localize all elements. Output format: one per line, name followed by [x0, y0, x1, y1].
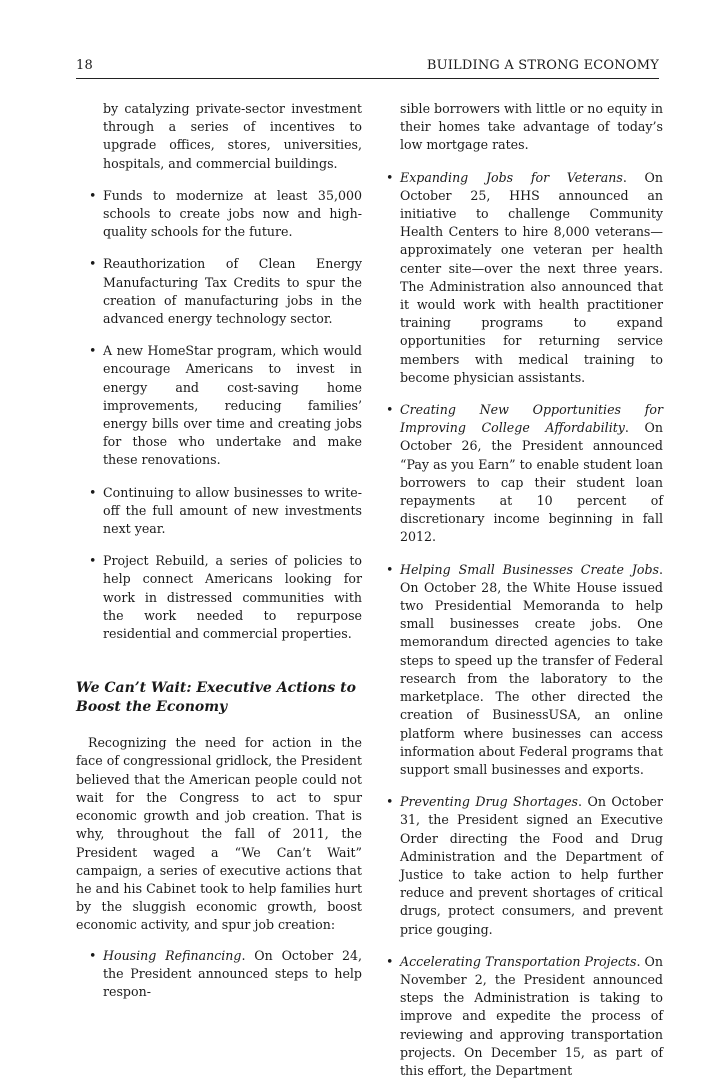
item-text: . On October 24, the President announced steps to help respon- [103, 947, 362, 999]
list-item: • Continuing to allow businesses to write-off the full amount of new investments next year. [89, 484, 362, 537]
list-item: • Funds to modernize at least 35,000 schools to create jobs now and high-quality schools for the future. [89, 187, 362, 240]
page-number: 18 [76, 58, 93, 73]
list-item [377, 793, 663, 939]
bullet-icon: • [386, 794, 394, 810]
left-column [76, 100, 362, 1001]
bullet-icon: • [89, 343, 97, 359]
list-item [377, 169, 663, 387]
investment-bullets [76, 187, 362, 643]
item-text: . On October 26, the President announced “Pay as you Earn” to enable student loan borrowers to cap their student loan repayments at 10 percent of discretionary income beginning in fall 2012. [400, 420, 663, 545]
item-text: . On November 2, the President announced steps the Administration is taking to improve and expedite the process of reviewing and approving transportation projects. On December 15, as part of this effort, the Department [400, 953, 663, 1078]
bullet-icon: • [386, 402, 394, 418]
bullet-icon: • [89, 947, 97, 963]
right-column [377, 100, 663, 1080]
list-item [76, 947, 362, 1002]
section-paragraph: Recognizing the need for action in the face of congressional gridlock, the President believed that the American people could not wait for the Congress to act to spur economic growth and job creation. That is why, throughout the fall of 2011, the President waged a “We Can’t Wait” campaign, a series of executive actions that he and his Cabinet took to help families hurt by the sluggish economic growth, boost economic activity, and spur job creation: [76, 735, 362, 933]
item-title: Preventing Drug Shortages [400, 794, 579, 810]
item-title: Helping Small Businesses Create Jobs [400, 561, 659, 577]
action-list [377, 169, 663, 1080]
list-item: • Reauthorization of Clean Energy Manufacturing Tax Credits to spur the creation of manufacturing jobs in the advanced energy technology sector. [89, 256, 362, 327]
bullet-icon: • [89, 187, 97, 203]
item-text: . On October 31, the President signed an Executive Order directing the Food and Drug Administration and the Department of Justice to take action to help further reduce and prevent shortages of critical drugs, protect consumers, and prevent price gouging. [400, 794, 663, 937]
bullet-icon: • [89, 484, 97, 500]
item-text: . On October 28, the White House issued two Presidential Memoranda to help small businesses create jobs. One memorandum directed agencies to take steps to speed up the transfer of Federal research from the laboratory to the marketplace. The other directed the creation of BusinessUSA, an online platform where businesses can access information about Federal programs that support small businesses and exports. [400, 561, 663, 777]
header-rule [76, 78, 659, 79]
running-title: BUILDING A STRONG ECONOMY [426, 58, 659, 73]
bullet-icon: • [386, 561, 394, 577]
bullet-icon: • [386, 953, 394, 969]
list-item: • A new HomeStar program, which would encourage Americans to invest in energy and cost-saving home improvements, reducing families’ energy bills over time and creating jobs for those who undertake and make these renovations. [89, 343, 362, 468]
bullet-icon: • [89, 553, 97, 569]
list-item [377, 953, 663, 1080]
item-title: Housing Refinancing [103, 947, 242, 963]
section-heading: We Can’t Wait: Executive Actions to Boost the Economy [76, 680, 356, 715]
list-item: • Project Rebuild, a series of policies to help connect Americans looking for work in distressed communities with the work needed to repurpose residential and commercial properties. [89, 553, 362, 642]
bullet-icon: • [386, 169, 394, 185]
item-title: Creating New Opportunities for Improving College Affordability [400, 402, 663, 436]
intro-continuation: by catalyzing private-sector investment through a series of incentives to upgrade offices, stores, universities, hospitals, and commercial buildings. [103, 101, 362, 171]
action-list-start [76, 947, 362, 1002]
item-title: Expanding Jobs for Veterans [400, 169, 623, 185]
running-header [76, 58, 659, 74]
item-text: . On October 25, HHS announced an initiative to challenge Community Health Centers to hire 8,000 veterans—approximately one veteran per health center site—over the next three years. The Administration also announced that it would work with health practitioner training programs to expand opportunities for returning service members with medical training to become physician assistants. [400, 169, 663, 385]
bullet-icon: • [89, 256, 97, 272]
housing-continuation: sible borrowers with little or no equity in their homes take advantage of today’s low mortgage rates. [400, 101, 663, 153]
list-item [377, 561, 663, 779]
item-title: Accelerating Transportation Projects [400, 953, 637, 969]
list-item [377, 401, 663, 547]
